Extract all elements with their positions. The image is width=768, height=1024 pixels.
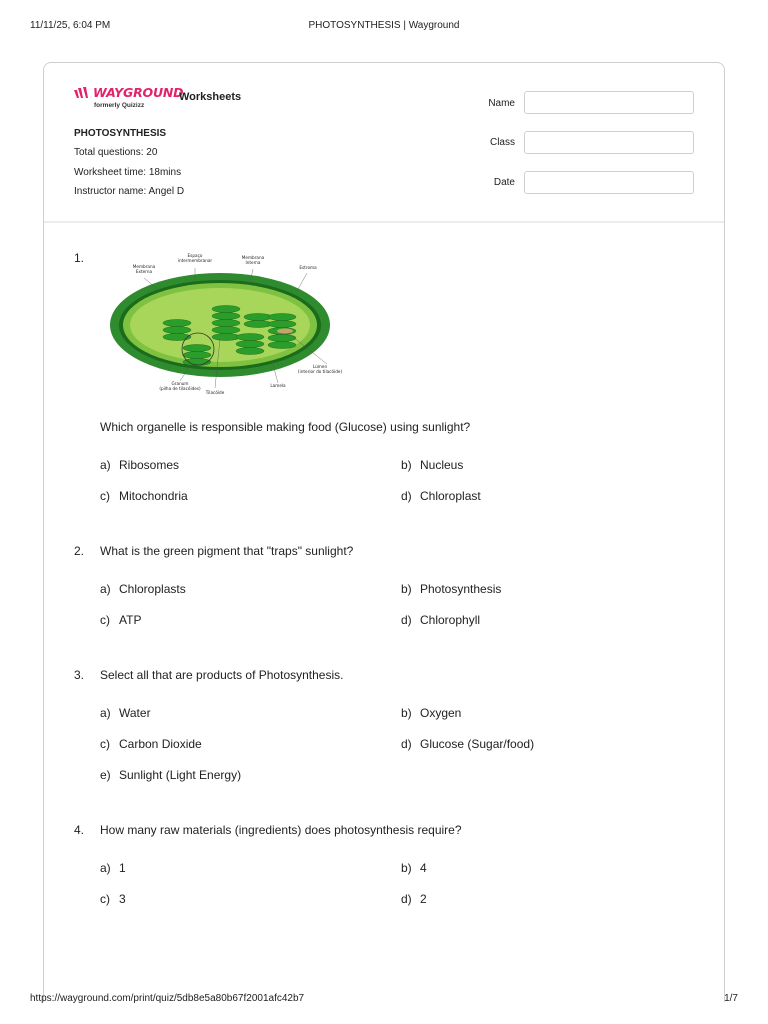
q2-option-a: a) Chloroplasts <box>100 582 186 596</box>
worksheet-time: Worksheet time: 18mins <box>74 167 182 178</box>
print-page-title: PHOTOSYNTHESIS | Wayground <box>308 20 460 31</box>
print-header <box>0 20 768 34</box>
diagram-label-membrana-interna: Membrana Interna <box>241 255 265 265</box>
q2-option-d: d) Chlorophyll <box>401 613 481 627</box>
diagram-label-membrana-externa: Membrana Externa <box>132 264 156 274</box>
page-number: 1/7 <box>724 993 738 1004</box>
question-1-number: 1. <box>74 251 85 265</box>
question-1-text: Which organelle is responsible making food (Glucose) using sunlight? <box>100 420 471 434</box>
chloroplast-diagram <box>102 251 342 399</box>
diagram-label-tilacoide: Tilacóide <box>205 390 225 395</box>
quiz-title: PHOTOSYNTHESIS <box>74 128 167 139</box>
question-2-text: What is the green pigment that "traps" sunlight? <box>100 544 354 558</box>
class-label: Class <box>489 137 515 148</box>
instructor-name: Instructor name: Angel D <box>74 186 185 197</box>
q4-option-d: d) 2 <box>401 892 427 906</box>
q1-option-c: c) Mitochondria <box>100 489 188 503</box>
name-field[interactable] <box>524 91 694 114</box>
brand-section: Worksheets <box>179 91 242 103</box>
diagram-label-lumen: Lúmen (interior do tilacóide) <box>297 364 342 374</box>
q3-option-d: d) Glucose (Sugar/food) <box>401 737 535 751</box>
q1-option-b: b) Nucleus <box>401 458 464 472</box>
q1-option-d: d) Chloroplast <box>401 489 481 503</box>
q4-option-c: c) 3 <box>100 892 126 906</box>
diagram-label-espaco: Espaço intermembranar <box>177 253 213 263</box>
name-label: Name <box>488 98 515 109</box>
brand-subtitle: formerly Quizizz <box>94 102 145 109</box>
q4-option-b: b) 4 <box>401 861 427 875</box>
q3-option-e: e) Sunlight (Light Energy) <box>100 768 242 782</box>
q3-option-a: a) Water <box>100 706 151 720</box>
class-field[interactable] <box>524 131 694 154</box>
diagram-label-granum: Granum (pilha de tilacóides) <box>159 381 201 391</box>
print-datetime: 11/11/25, 6:04 PM <box>30 20 111 31</box>
date-field[interactable] <box>524 171 694 194</box>
brand-name: WAYGROUND <box>93 85 184 100</box>
q3-option-c: c) Carbon Dioxide <box>100 737 202 751</box>
question-3-text: Select all that are products of Photosynthesis. <box>100 668 344 682</box>
question-4-number: 4. <box>74 823 85 837</box>
total-questions: Total questions: 20 <box>74 147 158 158</box>
diagram-label-lamela: Lamela <box>270 383 286 388</box>
worksheet-header <box>44 63 724 223</box>
question-2-number: 2. <box>74 544 85 558</box>
question-3-number: 3. <box>74 668 85 682</box>
worksheet-card <box>43 62 725 1002</box>
q2-option-b: b) Photosynthesis <box>401 582 502 596</box>
q1-option-a: a) Ribosomes <box>100 458 180 472</box>
date-label: Date <box>493 177 515 188</box>
question-4-text: How many raw materials (ingredients) does photosynthesis require? <box>100 823 462 837</box>
print-url: https://wayground.com/print/quiz/5db8e5a80b67f2001afc42b7 <box>30 993 305 1004</box>
q4-option-a: a) 1 <box>100 861 126 875</box>
diagram-label-estroma: Estroma <box>299 265 317 270</box>
wayground-logo-icon <box>74 87 92 99</box>
q2-option-c: c) ATP <box>100 613 142 627</box>
q3-option-b: b) Oxygen <box>401 706 462 720</box>
